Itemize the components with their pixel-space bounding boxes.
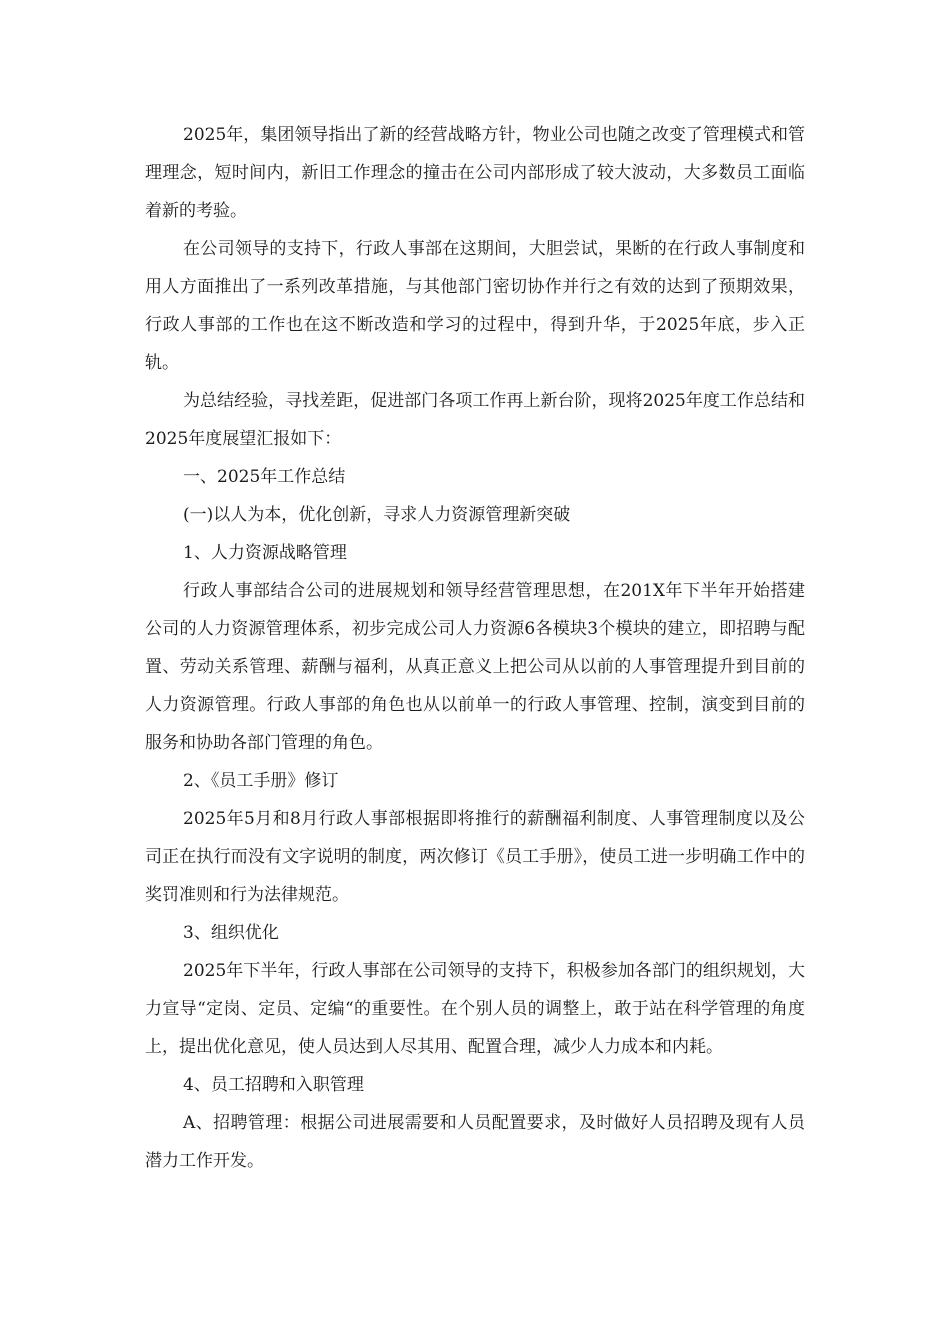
paragraph-handbook: 2025年5月和8月行政人事部根据即将推行的薪酬福利制度、人事管理制度以及公司正在执行而没有文字说明的制度，两次修订《员工手册》，使员工进一步明确工作中的奖罚准则和行为法律规范。	[145, 809, 805, 905]
heading-item-4: 4、员工招聘和入职管理	[183, 1075, 364, 1095]
paragraph-intro: 2025年，集团领导指出了新的经营战略方针，物业公司也随之改变了管理模式和管理理念，短时间内，新旧工作理念的撞击在公司内部形成了较大波动，大多数员工面临着新的考验。	[145, 125, 805, 221]
paragraph-recruitment: A、招聘管理：根据公司进展需要和人员配置要求，及时做好人员招聘及现有人员潜力工作开发。	[145, 1113, 805, 1171]
paragraph-hr-strategy: 行政人事部结合公司的进展规划和领导经营管理思想，在201X年下半年开始搭建公司的人力资源管理体系，初步完成公司人力资源6各模块3个模块的建立，即招聘与配置、劳动关系管理、薪酬与福利，从真正意义上把公司从以前的人事管理提升到目前的人力资源管理。行政人事部的角色也从以前单一的行政人事管理、控制，演变到目前的服务和协助各部门管理的角色。	[145, 581, 805, 753]
heading-item-2: 2、《员工手册》修订	[183, 771, 339, 791]
paragraph-summary-intro: 为总结经验，寻找差距，促进部门各项工作再上新台阶，现将2025年度工作总结和2025年度展望汇报如下：	[145, 391, 805, 449]
heading-subsection-1: (一)以人为本，优化创新，寻求人力资源管理新突破	[183, 505, 571, 525]
paragraph-reform: 在公司领导的支持下，行政人事部在这期间，大胆尝试，果断的在行政人事制度和用人方面推出了一系列改革措施，与其他部门密切协作并行之有效的达到了预期效果，行政人事部的工作也在这不断改造和学习的过程中，得到升华，于2025年底，步入正轨。	[145, 239, 805, 373]
paragraph-org-optimization: 2025年下半年，行政人事部在公司领导的支持下，积极参加各部门的组织规划，大力宣导“定岗、定员、定编“的重要性。在个别人员的调整上，敢于站在科学管理的角度上，提出优化意见，使人员达到人尽其用、配置合理，减少人力成本和内耗。	[145, 961, 805, 1057]
document-page	[145, 116, 805, 1180]
heading-item-3: 3、组织优化	[183, 923, 279, 943]
heading-section-1: 一、2025年工作总结	[183, 467, 346, 487]
heading-item-1: 1、人力资源战略管理	[183, 543, 347, 563]
